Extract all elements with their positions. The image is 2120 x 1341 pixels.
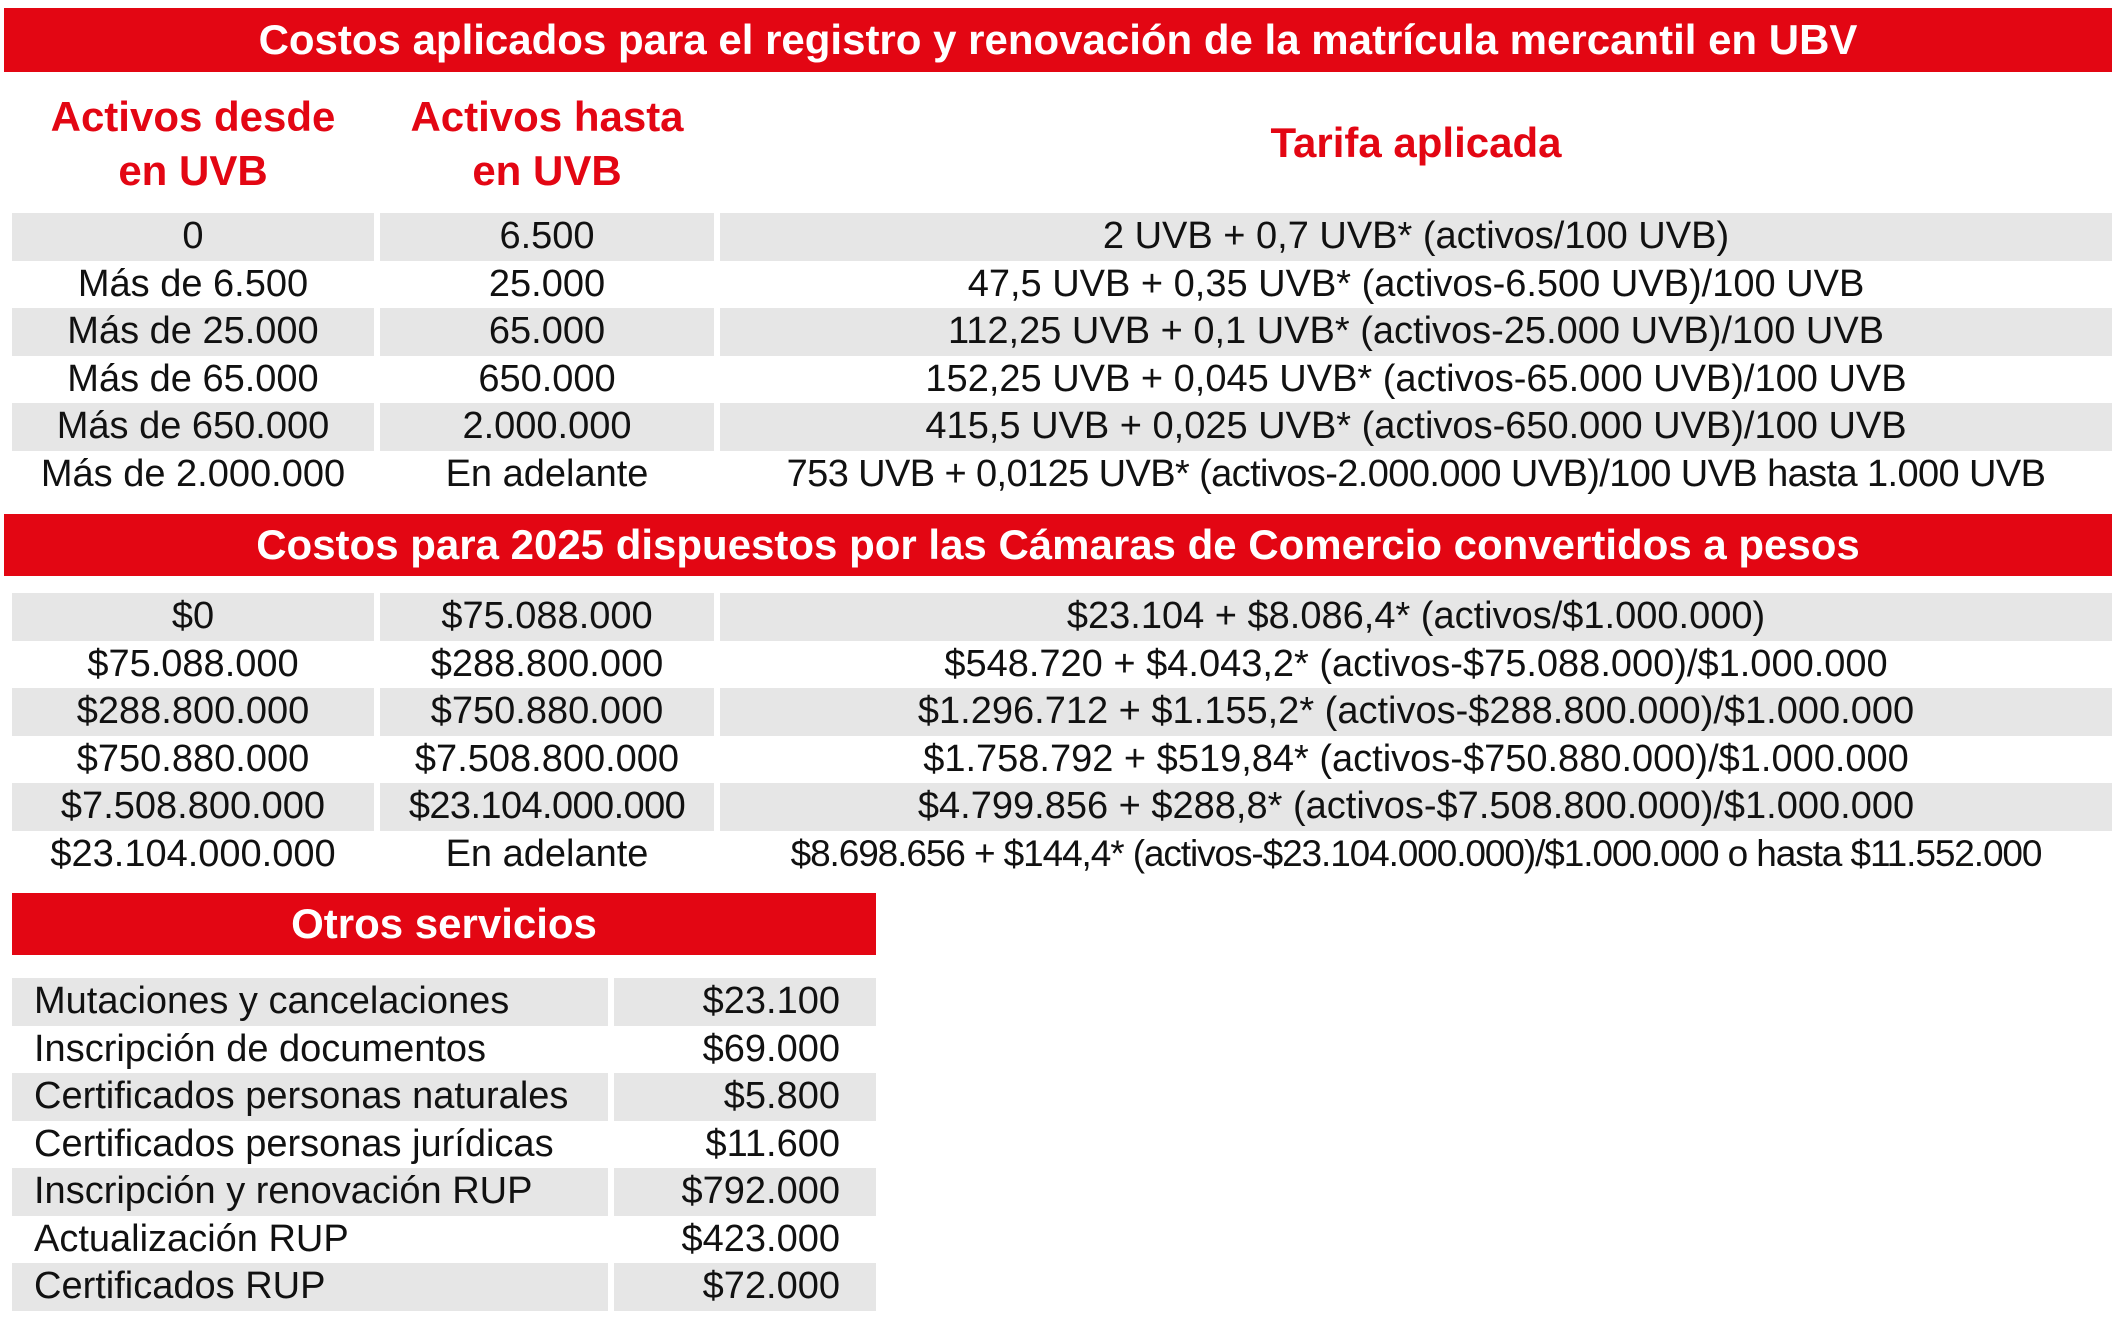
service-name: Actualización RUP [34, 1217, 349, 1260]
cell-desde: $7.508.800.000 [12, 783, 374, 831]
cell-tarifa: 47,5 UVB + 0,35 UVB* (activos-6.500 UVB)/100 UVB [967, 262, 1865, 305]
cell-hasta: $7.508.800.000 [414, 737, 680, 780]
cell-tarifa: $548.720 + $4.043,2* (activos-$75.088.000)/$1.000.000 [944, 642, 1888, 685]
cell-hasta: En adelante [445, 832, 649, 875]
cell-desde: $750.880.000 [76, 737, 310, 780]
cell-hasta: $75.088.000 [380, 593, 714, 641]
table-row [12, 783, 2112, 831]
cell-hasta: 650.000 [478, 357, 616, 400]
table-row [12, 213, 2112, 261]
service-price: $69.000 [702, 1027, 840, 1070]
cell-tarifa: 152,25 UVB + 0,045 UVB* (activos-65.000 UVB)/100 UVB [925, 357, 1907, 400]
cell-hasta: 6.500 [380, 213, 714, 261]
table-row [12, 451, 2112, 499]
service-row [12, 978, 876, 1026]
service-row [12, 1168, 876, 1216]
table-row [12, 356, 2112, 404]
cell-desde: Más de 65.000 [67, 357, 319, 400]
table-row [12, 641, 2112, 689]
cell-tarifa: $1.296.712 + $1.155,2* (activos-$288.800.000)/$1.000.000 [720, 688, 2112, 736]
service-name: Certificados personas naturales [12, 1073, 608, 1121]
section3-title: Otros servicios [291, 900, 597, 947]
cell-tarifa: $4.799.856 + $288,8* (activos-$7.508.800.000)/$1.000.000 [720, 783, 2112, 831]
service-name: Mutaciones y cancelaciones [12, 978, 608, 1026]
cell-desde: $0 [12, 593, 374, 641]
service-price: $5.800 [614, 1073, 876, 1121]
cell-desde: $288.800.000 [12, 688, 374, 736]
cell-desde: 0 [12, 213, 374, 261]
header-tarifa-aplicada: Tarifa aplicada [1270, 119, 1562, 166]
service-price: $423.000 [681, 1217, 840, 1260]
cell-desde: Más de 650.000 [12, 403, 374, 451]
cell-desde: $23.104.000.000 [50, 832, 336, 875]
cell-desde: $75.088.000 [87, 642, 299, 685]
service-row [12, 1216, 876, 1264]
cell-tarifa: $8.698.656 + $144,4* (activos-$23.104.000.000)/$1.000.000 o hasta $11.552.000 [790, 833, 2042, 875]
service-price: $792.000 [614, 1168, 876, 1216]
section1-title-banner [4, 8, 2112, 72]
header-activos-desde: Activos desde en UVB [50, 93, 336, 194]
cell-hasta: $23.104.000.000 [380, 783, 714, 831]
cell-tarifa: $23.104 + $8.086,4* (activos/$1.000.000) [720, 593, 2112, 641]
section2-title: Costos para 2025 dispuestos por las Cámaras de Comercio convertidos a pesos [256, 521, 1860, 568]
table-row [12, 831, 2112, 879]
service-row [12, 1026, 876, 1074]
cell-tarifa: $1.758.792 + $519,84* (activos-$750.880.000)/$1.000.000 [923, 737, 1909, 780]
cell-hasta: 2.000.000 [380, 403, 714, 451]
service-name: Inscripción de documentos [34, 1027, 487, 1070]
section2-title-banner [4, 514, 2112, 576]
cell-hasta: $750.880.000 [380, 688, 714, 736]
cell-tarifa: 112,25 UVB + 0,1 UVB* (activos-25.000 UVB)/100 UVB [720, 308, 2112, 356]
cell-tarifa: 753 UVB + 0,0125 UVB* (activos-2.000.000 UVB)/100 UVB hasta 1.000 UVB [786, 452, 2046, 495]
table-row [12, 308, 2112, 356]
service-row [12, 1073, 876, 1121]
service-name: Certificados personas jurídicas [34, 1122, 554, 1165]
cell-hasta: En adelante [445, 452, 649, 495]
cell-tarifa: 415,5 UVB + 0,025 UVB* (activos-650.000 UVB)/100 UVB [720, 403, 2112, 451]
service-row [12, 1121, 876, 1169]
service-name: Inscripción y renovación RUP [12, 1168, 608, 1216]
cell-desde: Más de 25.000 [12, 308, 374, 356]
service-price: $23.100 [614, 978, 876, 1026]
table-row [12, 736, 2112, 784]
section1-title: Costos aplicados para el registro y renovación de la matrícula mercantil en UBV [258, 16, 1858, 63]
section3-title-banner [12, 893, 876, 955]
cell-desde: Más de 6.500 [77, 262, 309, 305]
header-activos-hasta: Activos hasta en UVB [410, 93, 684, 194]
service-name: Certificados RUP [12, 1263, 608, 1311]
table-row [12, 593, 2112, 641]
service-price: $11.600 [705, 1122, 840, 1165]
cell-desde: Más de 2.000.000 [40, 452, 346, 495]
table-row [12, 688, 2112, 736]
cell-hasta: 65.000 [380, 308, 714, 356]
cell-hasta: $288.800.000 [430, 642, 664, 685]
cell-tarifa: 2 UVB + 0,7 UVB* (activos/100 UVB) [720, 213, 2112, 261]
table-row [12, 261, 2112, 309]
service-price: $72.000 [614, 1263, 876, 1311]
cell-hasta: 25.000 [488, 262, 606, 305]
service-row [12, 1263, 876, 1311]
table-row [12, 403, 2112, 451]
